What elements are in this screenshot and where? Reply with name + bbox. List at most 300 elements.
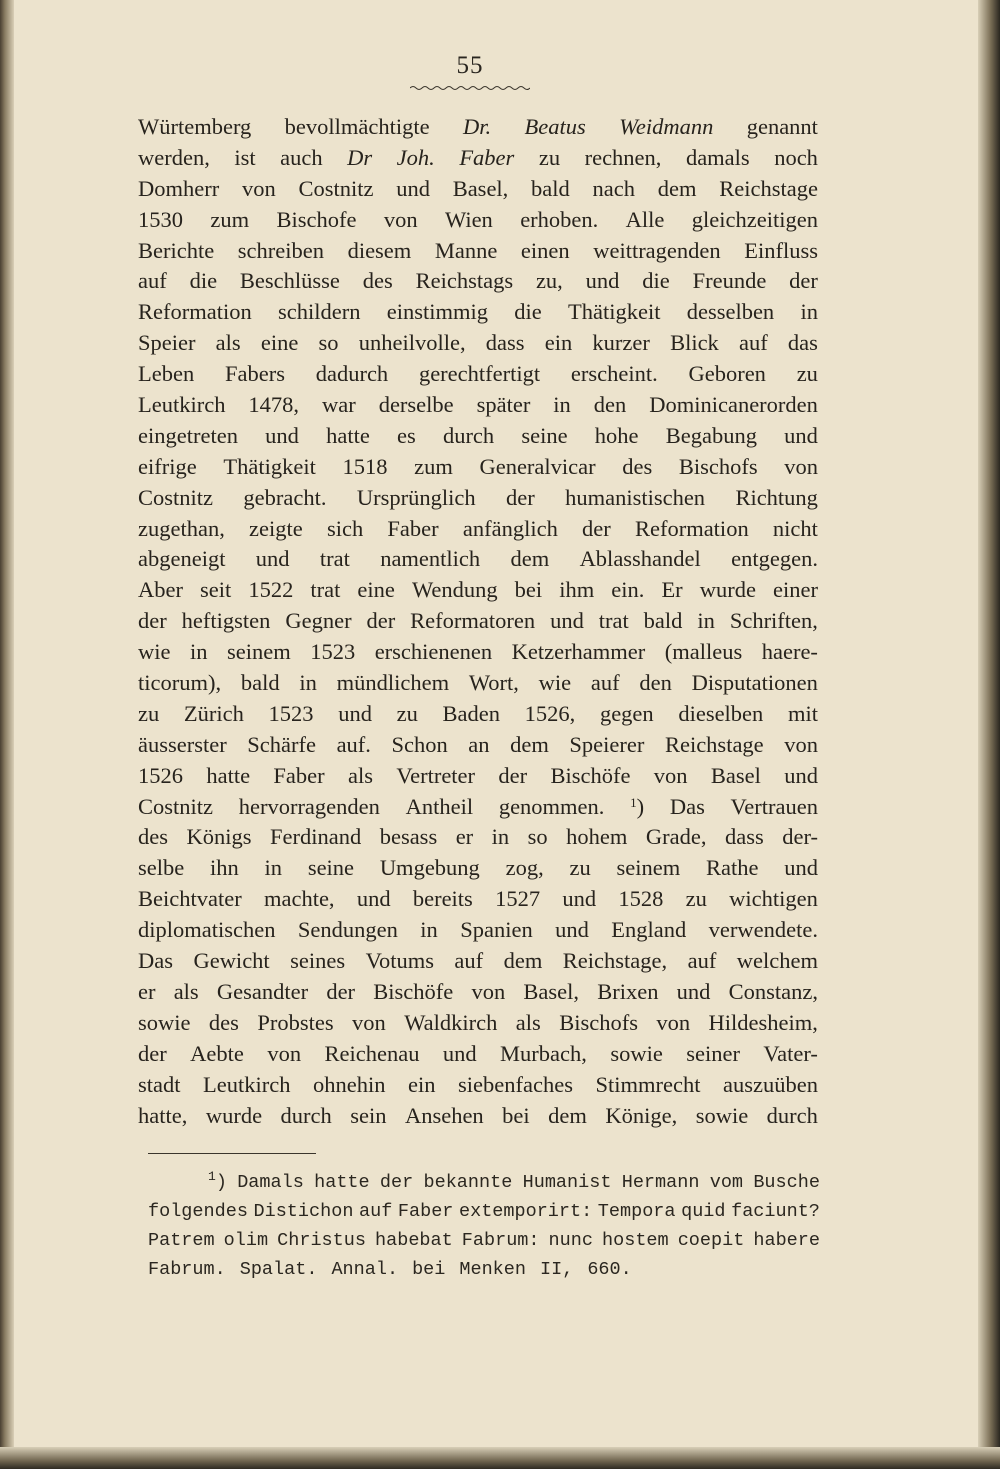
footnote-word: bei — [412, 1259, 446, 1280]
text-word: rechnen, — [584, 144, 662, 170]
text-line — [138, 359, 818, 390]
text-line — [138, 915, 818, 946]
text-word: in — [553, 392, 571, 418]
text-word: Wendung — [411, 577, 498, 603]
text-word: selbe — [138, 855, 185, 881]
text-word: gebracht. — [243, 484, 327, 510]
text-word: erhoben. — [520, 206, 599, 232]
text-word: Waldkirch — [404, 1009, 498, 1035]
text-word: dieselben — [678, 700, 764, 726]
text-word: namentlich — [380, 546, 481, 572]
text-word: in — [420, 917, 438, 943]
footnote-word: quid — [681, 1201, 726, 1222]
text-word: in — [299, 670, 317, 696]
text-word: Könige, — [605, 1102, 678, 1128]
text-word: ihm — [559, 577, 595, 603]
text-word: machte, — [263, 886, 335, 912]
text-word: wie — [538, 670, 572, 696]
text-word: hervorragenden — [238, 793, 380, 819]
text-line — [138, 884, 818, 915]
text-word: Thätigkeit — [567, 299, 661, 325]
text-word: äusserster — [138, 731, 227, 757]
text-line — [138, 421, 818, 452]
text-word: Aebte — [190, 1040, 244, 1066]
text-word: Ursprünglich — [356, 484, 476, 510]
text-line — [138, 483, 818, 514]
text-word: sein — [350, 1102, 387, 1128]
text-word: Reformation — [138, 299, 252, 325]
text-word: entgegen. — [731, 546, 818, 572]
text-word: eine — [357, 577, 395, 603]
text-word: Dominicanerorden — [649, 392, 818, 418]
text-word: bald — [531, 175, 570, 201]
text-line — [138, 1070, 818, 1101]
footnote-word: faciunt? — [731, 1201, 820, 1222]
footnote-word: olim — [223, 1230, 269, 1251]
text-word: Geboren — [688, 361, 766, 387]
text-word: bevollmächtigte — [284, 114, 430, 139]
text-word: haere- — [761, 639, 818, 665]
text-word: dadurch — [315, 361, 389, 387]
text-word: dem — [510, 546, 550, 572]
text-word: Ablasshandel — [579, 546, 701, 572]
text-word: Disputationen — [691, 670, 818, 696]
text-word: Leutkirch — [138, 392, 226, 418]
text-word: Reformatoren — [410, 608, 536, 634]
text-word: den — [639, 670, 672, 696]
text-word: heftigsten — [181, 608, 271, 634]
text-word: dem — [510, 731, 549, 757]
text-word: mündlichem — [336, 670, 450, 696]
text-word: gerechtfertigt — [418, 361, 541, 387]
text-word: das — [787, 330, 818, 356]
text-word: sowie — [695, 1102, 749, 1128]
text-word: 1527 — [495, 886, 541, 912]
text-word: Wien — [444, 206, 493, 232]
text-line — [138, 946, 818, 977]
text-word: er — [455, 824, 474, 850]
text-word: und — [784, 762, 818, 788]
footnote-word: hatte — [314, 1172, 370, 1193]
text-word: von — [383, 206, 418, 232]
text-word: Dr. — [463, 114, 492, 139]
footnote-word: habebat — [375, 1230, 453, 1251]
footnote-word: Christus — [277, 1230, 366, 1251]
text-word: die — [642, 268, 670, 294]
text-word: zu — [685, 886, 707, 912]
text-word: hohem — [566, 824, 628, 850]
text-word: einer — [773, 577, 818, 603]
text-word: Manne — [434, 237, 498, 263]
text-word: ihn — [210, 855, 239, 881]
text-word: zum — [210, 206, 250, 232]
text-word: Rathe — [705, 855, 759, 881]
footnote-word: Humanist — [522, 1172, 612, 1193]
text-word: Ketzerhammer — [511, 639, 646, 665]
page-right-edge — [978, 0, 1000, 1469]
text-word: von — [653, 762, 688, 788]
footnote-separator — [148, 1153, 316, 1154]
text-word: so — [527, 824, 548, 850]
text-word: 1523 — [310, 639, 356, 665]
text-word: durch — [442, 422, 495, 448]
text-word: durch — [766, 1102, 818, 1128]
text-word: Reformation — [634, 515, 749, 541]
text-word: nach — [592, 175, 636, 201]
footnote-word: Patrem — [148, 1230, 215, 1251]
text-word: ist — [234, 144, 256, 170]
text-word: zu — [138, 700, 160, 726]
text-word: Fabers — [224, 361, 285, 387]
text-word: in — [264, 855, 283, 881]
text-word: der — [498, 762, 528, 788]
footnote-word: 660. — [587, 1259, 632, 1280]
footnote-word: hostem — [602, 1230, 669, 1251]
page-left-edge — [0, 0, 14, 1469]
text-line — [138, 730, 818, 761]
footnote-word: nunc — [548, 1230, 593, 1251]
text-word: Domherr — [138, 175, 220, 201]
text-word: der — [505, 484, 535, 510]
text-word: Einfluss — [744, 237, 818, 263]
text-word: Basel — [710, 762, 761, 788]
text-word: gegen — [599, 700, 654, 726]
text-word: diplomatischen — [138, 917, 276, 943]
text-word: 1530 — [138, 206, 183, 232]
text-word: Votums — [365, 948, 434, 974]
text-word: war — [322, 392, 356, 418]
text-word: Speierer — [569, 731, 645, 757]
text-word: von — [241, 175, 276, 201]
text-word: zu — [569, 855, 591, 881]
text-line — [138, 699, 818, 730]
text-word: Bischöfe — [373, 978, 454, 1004]
text-word: Basel, — [452, 175, 509, 201]
text-word: auf — [138, 268, 167, 294]
text-word: der- — [782, 824, 818, 850]
text-word: zum — [414, 453, 453, 479]
text-word: Berichte — [138, 237, 215, 263]
text-word: Leutkirch — [203, 1071, 291, 1097]
text-word: seinem — [616, 855, 681, 881]
text-word: hatte — [206, 762, 251, 788]
text-word: 1522 — [248, 577, 294, 603]
footnote-word: Damals — [237, 1172, 304, 1193]
text-line — [138, 575, 818, 606]
text-word: unheilvolle, — [358, 330, 466, 356]
text-word: seinem — [226, 639, 291, 665]
text-word: 1528 — [618, 886, 664, 912]
text-word: Dr — [347, 144, 373, 170]
footnote-word: folgendes — [148, 1201, 248, 1222]
text-line — [138, 1101, 818, 1132]
text-word: der — [582, 515, 611, 541]
text-word: dass — [724, 824, 764, 850]
footnote-word: Hermann — [621, 1172, 700, 1193]
text-word: und — [255, 546, 290, 572]
text-word: an — [468, 731, 490, 757]
text-word: dem — [548, 1102, 587, 1128]
text-word: Beatus — [524, 114, 586, 139]
text-word: und — [585, 268, 620, 294]
text-word: auf — [590, 670, 620, 696]
text-word: Alle — [625, 206, 665, 232]
text-line — [138, 822, 818, 853]
text-word: zu, — [535, 268, 563, 294]
text-line — [138, 452, 818, 483]
text-word: des — [362, 268, 393, 294]
text-word: des — [138, 824, 168, 850]
footnote-word: Menken — [459, 1259, 526, 1280]
text-word: und — [550, 608, 584, 634]
text-word: Bischofe — [276, 206, 357, 232]
text-word: zeigte — [249, 515, 303, 541]
text-word: Gegner — [285, 608, 352, 634]
text-line — [138, 853, 818, 884]
text-word: auf — [454, 948, 484, 974]
footnote-word: Tempora — [597, 1201, 676, 1222]
text-word: von — [267, 1040, 302, 1066]
text-word: und — [562, 886, 597, 912]
text-word: desselben — [686, 299, 775, 325]
text-word: einstimmig — [386, 299, 488, 325]
text-line — [138, 514, 818, 545]
text-word: Faber — [387, 515, 439, 541]
text-word: in — [189, 639, 208, 665]
text-word: Beichtvater — [138, 886, 242, 912]
text-word: erschienenen — [374, 639, 493, 665]
text-word: Vater- — [763, 1040, 818, 1066]
text-word: in — [800, 299, 818, 325]
footnote-line — [148, 1197, 820, 1226]
footnote-word: vom — [709, 1172, 744, 1193]
text-word: Thätigkeit — [223, 453, 316, 479]
text-word: von — [656, 1009, 691, 1035]
footnote-word: der — [379, 1172, 414, 1193]
text-word: (malleus — [664, 639, 743, 665]
text-word: ein — [544, 330, 573, 356]
text-word: auszuüben — [723, 1071, 818, 1097]
text-line — [138, 606, 818, 637]
text-word: Beschlüsse — [239, 268, 340, 294]
text-word: 1526 — [138, 762, 183, 788]
text-word: bald — [240, 670, 280, 696]
text-line — [138, 112, 818, 143]
text-word: 1526, — [524, 700, 576, 726]
text-word: als — [348, 762, 373, 788]
text-word: es — [397, 422, 416, 448]
text-word: eine — [260, 330, 299, 356]
text-word: Vertreter — [396, 762, 476, 788]
text-line — [138, 1039, 818, 1070]
text-word: bereits — [412, 886, 473, 912]
text-word: als — [215, 330, 241, 356]
text-word: auf — [739, 330, 768, 356]
footnote-word: II, — [540, 1259, 574, 1280]
text-word: Ferdinand — [269, 824, 362, 850]
text-word: von — [352, 1009, 386, 1035]
text-word: Richtung — [735, 484, 818, 510]
text-word: Sendungen — [297, 917, 398, 943]
text-word: des — [208, 1009, 239, 1035]
footnote-line — [148, 1226, 820, 1255]
text-word: wichtigen — [729, 886, 818, 912]
text-word: erscheint. — [570, 361, 658, 387]
text-word: als — [515, 1009, 541, 1035]
text-word: weittragenden — [593, 237, 721, 263]
footnote-word: Distichon — [253, 1201, 354, 1222]
text-word: trat — [598, 608, 629, 634]
text-word: Gewicht — [193, 948, 270, 974]
text-word: ohnehin — [313, 1071, 386, 1097]
text-word: die — [189, 268, 218, 294]
text-word: diesem — [347, 237, 412, 263]
text-word: welchem — [736, 948, 818, 974]
text-word: dem — [503, 948, 543, 974]
text-word: 1518 — [342, 453, 388, 479]
text-word: sowie — [138, 1009, 191, 1035]
text-word: gleichzeitigen — [691, 206, 818, 232]
text-word: 1478, — [248, 392, 300, 418]
text-word: Freunde — [692, 268, 767, 294]
footnote-line — [148, 1255, 820, 1284]
text-word: Probstes — [257, 1009, 334, 1035]
text-word: ein — [408, 1071, 436, 1097]
footnote-line — [148, 1168, 820, 1197]
text-word: eifrige — [138, 453, 197, 479]
text-word: als — [173, 978, 199, 1004]
text-word: Hildesheim, — [708, 1009, 818, 1035]
text-word: $^1$) — [630, 793, 645, 819]
text-word: der — [326, 978, 356, 1004]
footnote-word: auf — [359, 1201, 393, 1222]
text-word: Königs — [186, 824, 252, 850]
text-word: England — [611, 917, 687, 943]
text-word: Wort, — [468, 670, 519, 696]
text-word: wurde — [699, 577, 756, 603]
text-word: Reichstage — [664, 731, 764, 757]
text-word: werden, — [138, 144, 210, 170]
text-word: zu — [396, 700, 418, 726]
text-line — [138, 205, 818, 236]
text-line — [138, 761, 818, 792]
text-word: und — [555, 917, 589, 943]
text-word: wie — [138, 639, 171, 665]
text-word: der — [789, 268, 818, 294]
text-word: Bischofs — [678, 453, 758, 479]
footnote-word: Faber — [397, 1201, 454, 1222]
text-word: Generalvicar — [479, 453, 596, 479]
text-word: auf — [687, 948, 717, 974]
text-word: siebenfaches — [458, 1071, 573, 1097]
footnote-word: $^1$) — [208, 1169, 227, 1193]
text-word: und — [442, 1040, 477, 1066]
text-word: und — [265, 422, 299, 448]
text-word: seiner — [686, 1040, 740, 1066]
footnote-word: Busche — [753, 1172, 820, 1193]
text-word: nicht — [772, 515, 818, 541]
text-word: und — [784, 422, 818, 448]
footnote-block — [148, 1168, 820, 1284]
text-word: Stimmrecht — [595, 1071, 701, 1097]
text-word: stadt — [138, 1071, 181, 1097]
text-word: Reichstage — [719, 175, 818, 201]
text-word: auf. — [336, 731, 371, 757]
page-bottom-edge — [0, 1447, 1000, 1469]
text-word: damals — [685, 144, 750, 170]
text-word: Faber — [273, 762, 325, 788]
text-word: so — [318, 330, 339, 356]
text-word: kurzer — [592, 330, 650, 356]
text-line — [138, 668, 818, 699]
text-word: ein. — [611, 577, 645, 603]
text-word: Schärfe — [247, 731, 316, 757]
text-line — [138, 977, 818, 1008]
text-word: Basel, — [523, 978, 580, 1004]
text-line — [138, 544, 818, 575]
text-word: Weidmann — [619, 114, 714, 139]
text-word: derselbe — [378, 392, 454, 418]
text-word: hohe — [594, 422, 639, 448]
text-word: zu — [538, 144, 561, 170]
text-word: Baden — [442, 700, 500, 726]
text-word: Faber — [459, 144, 515, 170]
footnote-word: extemporirt: — [458, 1201, 593, 1222]
text-word: Murbach, — [500, 1040, 587, 1066]
text-word: Constanz, — [728, 978, 818, 1004]
text-word: und — [396, 175, 430, 201]
text-word: bald — [643, 608, 683, 634]
text-word: von — [784, 453, 818, 479]
text-word: und — [356, 886, 391, 912]
text-word: Schriften, — [729, 608, 818, 634]
text-word: Reichstage, — [562, 948, 668, 974]
text-word: Speier — [138, 330, 196, 356]
text-word: von — [784, 731, 818, 757]
text-word: noch — [774, 144, 818, 170]
text-line — [138, 792, 818, 823]
text-word: und — [784, 855, 818, 881]
text-word: schreiben — [237, 237, 324, 263]
footnote-word: bekannte — [423, 1172, 513, 1193]
text-word: genannt — [746, 114, 818, 139]
text-line — [138, 637, 818, 668]
text-word: abgeneigt — [138, 546, 226, 572]
text-word: zu — [796, 361, 818, 387]
text-word: Er — [661, 577, 683, 603]
text-word: Ansehen — [404, 1102, 484, 1128]
footnote-word: Fabrum: — [461, 1230, 540, 1251]
text-word: wurde — [205, 1102, 263, 1128]
text-word: Begabung — [665, 422, 757, 448]
text-word: genommen. — [498, 793, 605, 819]
page-number-ornament — [410, 84, 530, 92]
footnote-word: Spalat. — [239, 1259, 318, 1280]
text-word: auch — [280, 144, 323, 170]
text-word: Gesandter — [216, 978, 309, 1004]
text-word: Aber — [138, 577, 183, 603]
text-word: dem — [657, 175, 697, 201]
text-word: eingetreten — [138, 422, 238, 448]
text-line — [138, 390, 818, 421]
text-word: die — [514, 299, 542, 325]
text-word: Vertrauen — [730, 793, 818, 819]
text-word: Costnitz — [298, 175, 374, 201]
text-word: der — [138, 608, 167, 634]
text-word: Zürich — [183, 700, 244, 726]
text-word: Brixen — [597, 978, 659, 1004]
text-line — [138, 328, 818, 359]
